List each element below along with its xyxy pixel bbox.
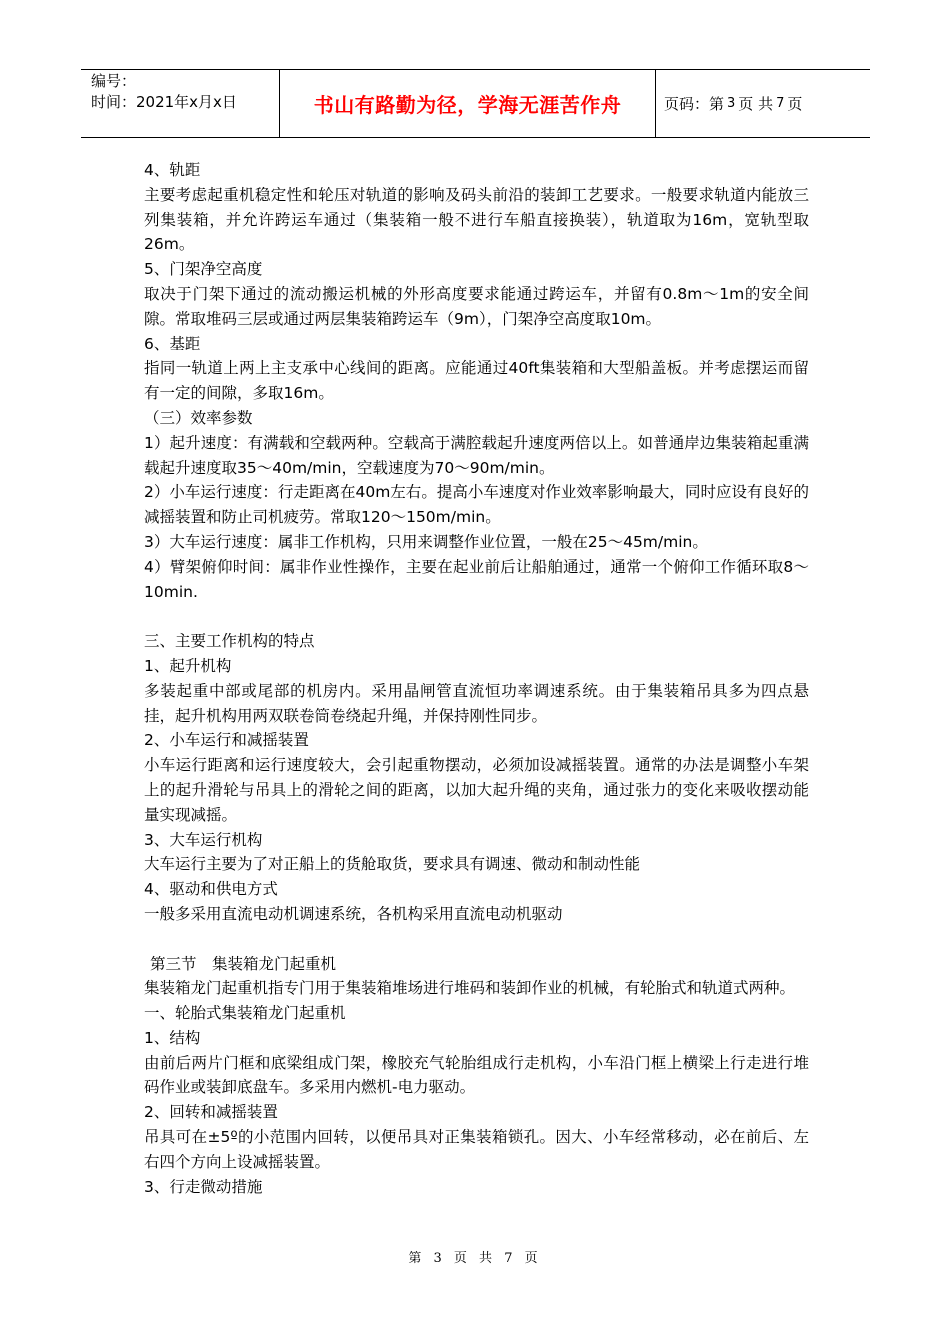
paragraph: 主要考虑起重机稳定性和轮压对轨道的影响及码头前沿的装卸工艺要求。一般要求轨道内能放三列集装箱，并允许跨运车通过（集装箱一般不进行车船直接换装），轨道取为16m，宽轨型取26m。 <box>144 185 809 254</box>
header-page-info <box>656 70 870 137</box>
paragraph: 3、行走微动措施 <box>144 1177 263 1196</box>
paragraph: 多装起重中部或尾部的机房内。采用晶闸管直流恒功率调速系统。由于集装箱吊具多为四点悬挂，起升机构用两双联卷筒卷绕起升绳，并保持刚性同步。 <box>144 681 809 725</box>
blank-line <box>144 604 809 629</box>
section-heading: 第三节 集装箱龙门起重机 <box>150 954 337 973</box>
page-footer: 第 3 页 共 7 页 <box>408 1251 542 1266</box>
paragraph: 一、轮胎式集装箱龙门起重机 <box>144 1004 346 1023</box>
blank-line <box>144 927 809 952</box>
paragraph: 小车运行距离和运行速度较大，会引起重物摆动，必须加设减摇装置。通常的办法是调整小车架上的起升滑轮与吊具上的滑轮之间的距离，以加大起升绳的夹角，通过张力的变化来吸收摆动能量实现减摇。 <box>144 756 809 824</box>
paragraph: 集装箱龙门起重机指专门用于集装箱堆场进行堆码和装卸作业的机械，有轮胎式和轨道式两种。 <box>144 979 796 998</box>
paragraph: 3）大车运行速度：属非工作机构，只用来调整作业位置，一般在25～45m/min。 <box>144 532 708 551</box>
page-total: 7 <box>776 96 785 111</box>
doc-time-label: 时间：2021年x月x日 <box>91 93 237 111</box>
paragraph: 1）起升速度：有满载和空载两种。空载高于满腔载起升速度两倍以上。如普通岸边集装箱起重满载起升速度取35～40m/min，空载速度为70～90m/min。 <box>144 433 809 477</box>
doc-number-label: 编号： <box>91 72 137 90</box>
document-header <box>81 69 870 138</box>
paragraph: （三）效率参数 <box>144 408 253 427</box>
paragraph: 大车运行主要为了对正船上的货舱取货，要求具有调速、微动和制动性能 <box>144 855 641 874</box>
paragraph: 6、基距 <box>144 334 201 353</box>
paragraph: 吊具可在±5º的小范围内回转，以便吊具对正集装箱锁孔。因大、小车经常移动，必在前后、左右四个方向上设减摇装置。 <box>144 1128 809 1171</box>
paragraph: 4）臂架俯仰时间：属非作业性操作，主要在起业前后让船舶通过，通常一个俯仰工作循环取8～10min. <box>144 557 809 601</box>
paragraph: 5、门架净空高度 <box>144 260 263 279</box>
page-suffix: 页 <box>787 95 803 113</box>
paragraph: 由前后两片门框和底梁组成门架，橡胶充气轮胎组成行走机构，小车沿门框上横梁上行走进行堆码作业或装卸底盘车。多采用内燃机-电力驱动。 <box>144 1053 809 1097</box>
page-current: 3 <box>727 96 736 111</box>
paragraph: 3、大车运行机构 <box>144 830 263 849</box>
paragraph: 1、结构 <box>144 1028 201 1047</box>
paragraph: 取决于门架下通过的流动搬运机械的外形高度要求能通过跨运车，并留有0.8m～1m的安全间隙。常取堆码三层或通过两层集装箱跨运车（9m），门架净空高度取10m。 <box>144 284 809 328</box>
document-body <box>144 158 809 1199</box>
header-info <box>81 70 279 137</box>
paragraph: 指同一轨道上两上主支承中心线间的距离。应能通过40ft集装箱和大型船盖板。并考虑摆运而留有一定的间隙，多取16m。 <box>144 359 809 403</box>
paragraph: 三、主要工作机构的特点 <box>144 632 315 651</box>
page-prefix: 页码：第 <box>664 95 725 113</box>
paragraph: 2）小车运行速度：行走距离在40m左右。提高小车速度对作业效率影响最大，同时应设有良好的减摇装置和防止司机疲劳。常取120～150m/min。 <box>144 483 809 527</box>
header-motto: 书山有路勤为径，学海无涯苦作舟 <box>279 70 656 137</box>
paragraph: 2、小车运行和减摇装置 <box>144 731 309 750</box>
paragraph: 一般多采用直流电动机调速系统，各机构采用直流电动机驱动 <box>144 904 563 923</box>
paragraph: 4、驱动和供电方式 <box>144 880 278 899</box>
page-mid: 页 共 <box>738 95 774 113</box>
paragraph: 2、回转和减摇装置 <box>144 1103 278 1122</box>
paragraph: 1、起升机构 <box>144 656 232 675</box>
paragraph: 4、轨距 <box>144 161 201 179</box>
